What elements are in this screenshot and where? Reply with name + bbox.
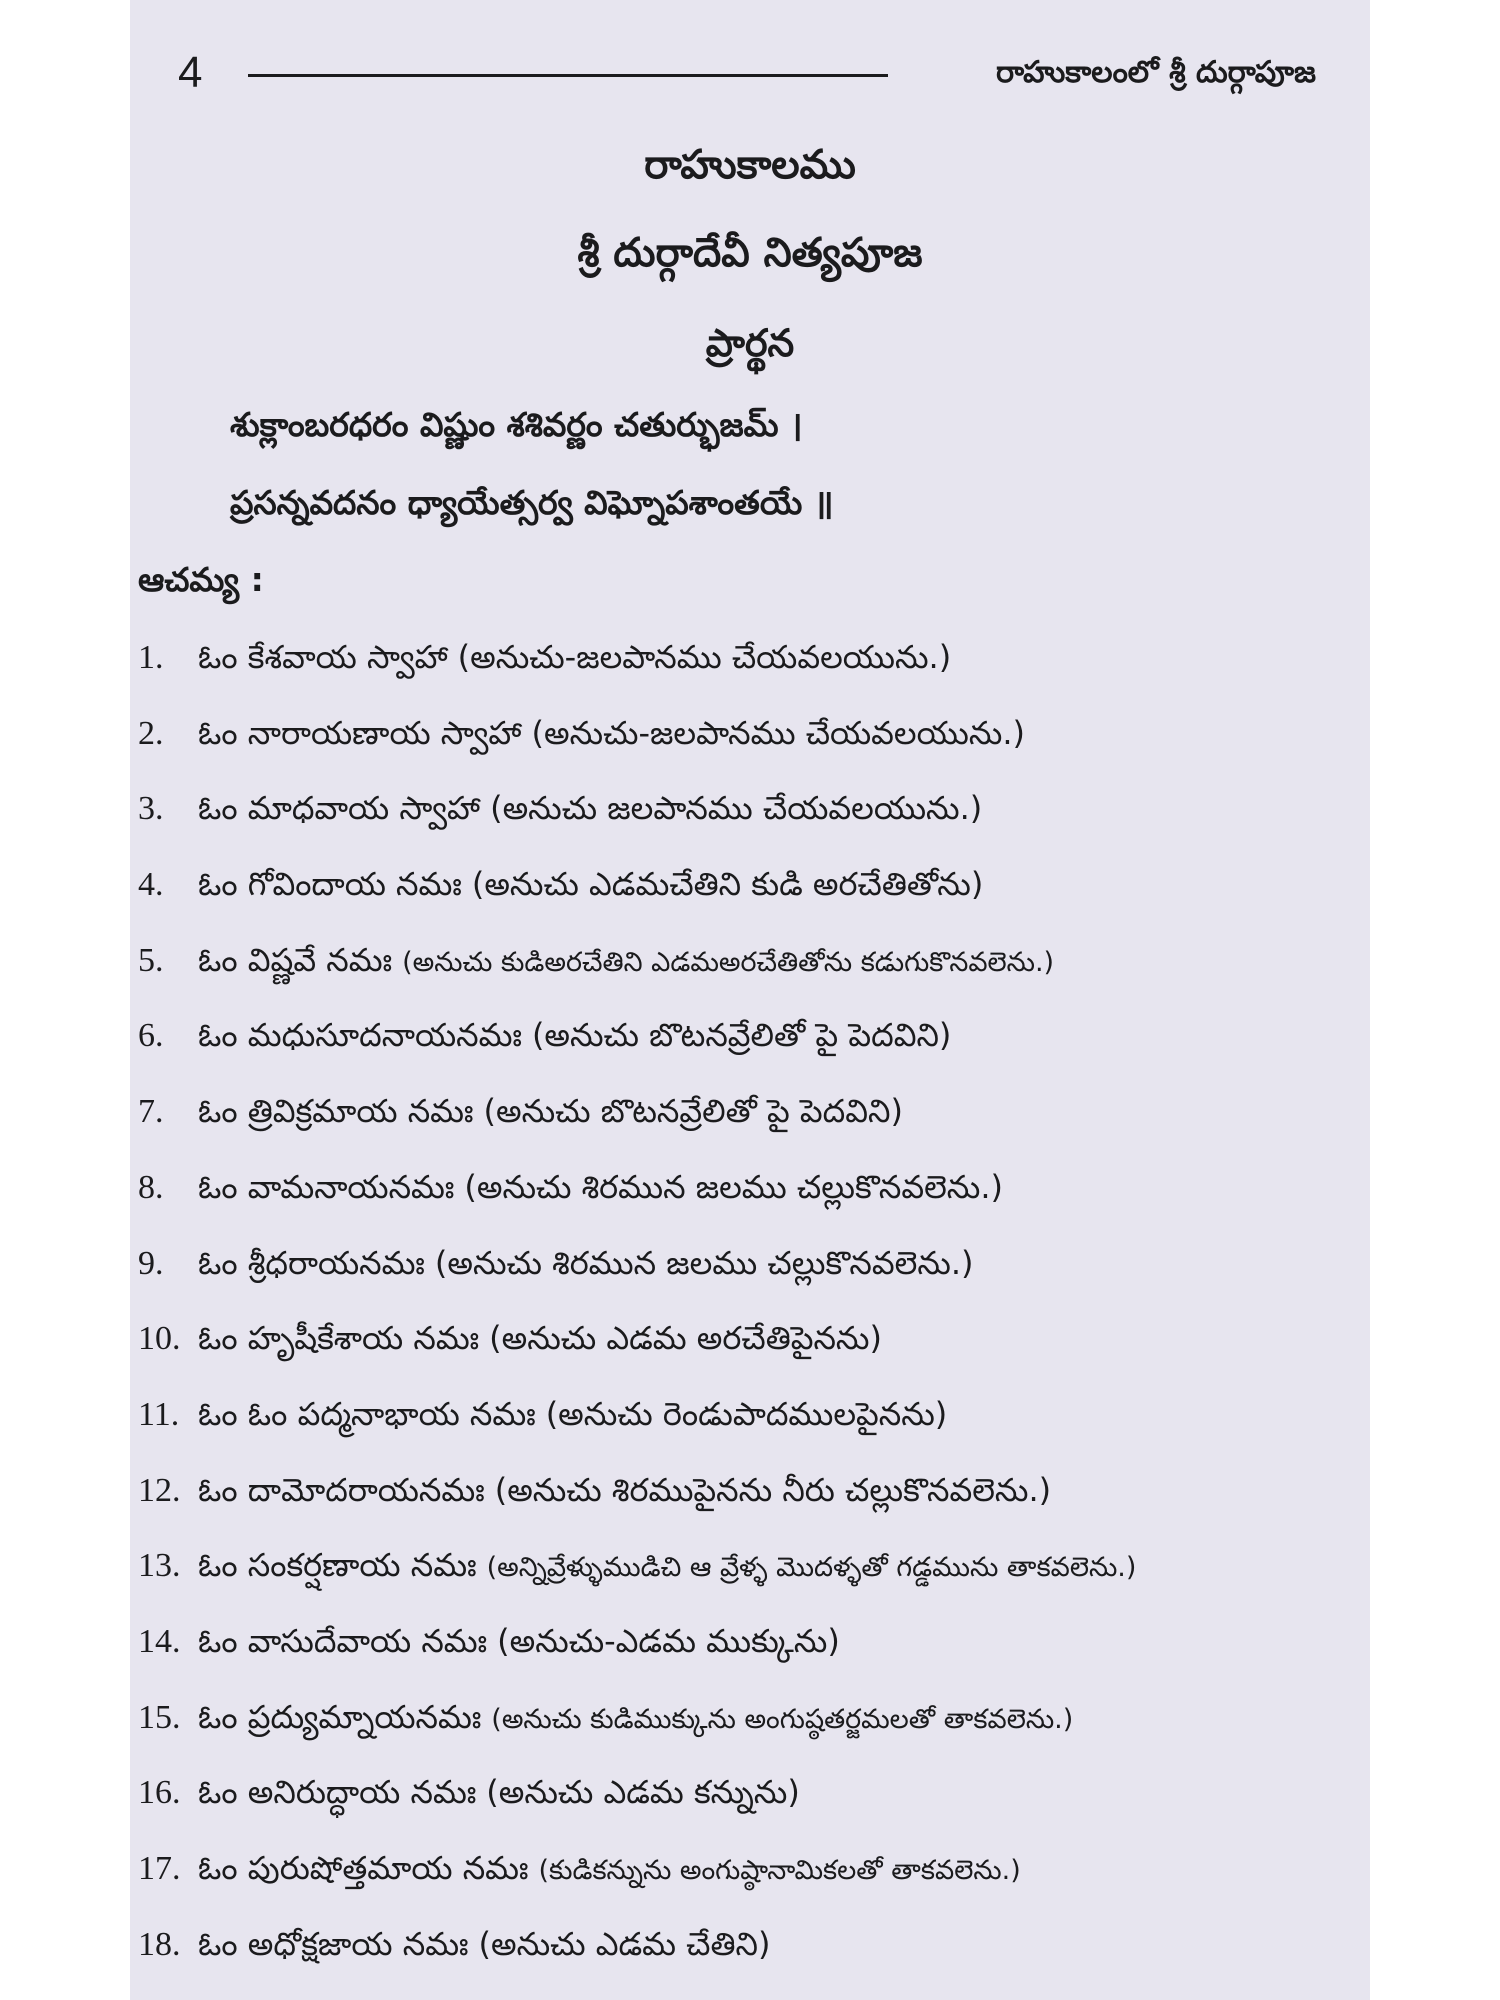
achamya-label: ఆచమ్య : [138,560,264,599]
item-mantra: ఓం మధుసూదనాయనమః [198,1016,522,1055]
page-title: రాహుకాలము [644,142,856,188]
achamya-list [138,620,1363,1982]
list-item [138,1604,1363,1680]
item-note: (అన్నివ్రేళ్ళుముడిచి ఆ వ్రేళ్ళ మొదళ్ళతో గడ్డమును తాకవలెను.) [486,1552,1137,1584]
item-mantra: ఓం మాధవాయ స్వాహా [198,789,481,828]
item-note: (అనుచు రెండుపాదములపైనను) [545,1394,948,1433]
list-item [138,1074,1363,1150]
list-item [138,1831,1363,1907]
list-item [138,771,1363,847]
item-mantra: ఓం ప్రద్యుమ్నాయనమః [198,1697,482,1736]
item-mantra: ఓం హృషీకేశాయ నమః [198,1319,480,1358]
item-note: (అనుచు-ఎడమ ముక్కును) [497,1621,840,1660]
item-mantra: ఓం నారాయణాయ స్వాహా [198,713,522,752]
item-mantra: ఓం పురుషోత్తమాయ నమః [198,1849,529,1887]
item-mantra: ఓం దామోదరాయనమః [198,1470,485,1509]
item-note: (అనుచు ఎడమ చేతిని) [478,1924,771,1963]
list-item [138,1680,1363,1756]
item-number: 14. [138,1622,181,1660]
list-item [138,620,1363,696]
item-mantra: ఓం ఓం పద్మనాభాయ నమః [198,1394,536,1433]
item-number: 8. [138,1168,164,1206]
item-mantra: ఓం వామనాయనమః [198,1167,455,1206]
item-mantra: ఓం సంకర్షణాయ నమః [198,1546,477,1585]
list-item [138,998,1363,1074]
item-note: (అనుచు కుడిముక్కును అంగుష్ఠతర్జమలతో తాకవలెను.) [491,1703,1074,1735]
item-note: (అనుచు శిరమున జలము చల్లుకొనవలెను.) [434,1243,974,1282]
item-note: (కుడికన్నును అంగుష్ఠానామికలతో తాకవలెను.) [538,1855,1021,1886]
list-item [138,1755,1363,1831]
list-item [138,1528,1363,1604]
item-note: (అనుచు జలపానము చేయవలయును.) [490,789,983,828]
header-rule [248,74,888,77]
item-number: 16. [138,1774,181,1812]
item-number: 13. [138,1547,181,1585]
item-note: (అనుచు-జలపానము చేయవలయును.) [457,638,952,676]
book-page [130,0,1370,2000]
page-subtitle: శ్రీ దుర్గాదేవీ నిత్యపూజ [577,230,923,276]
list-item [138,1301,1363,1377]
list-item [138,1226,1363,1302]
running-title: రాహుకాలంలో శ్రీ దుర్గాపూజ [996,55,1316,90]
item-note: (అనుచు బొటనవ్రేలితో పై పెదవిని) [483,1092,903,1131]
item-mantra: ఓం వాసుదేవాయ నమః [198,1621,488,1660]
item-number: 11. [138,1395,180,1433]
page-number: 4 [178,48,203,97]
item-mantra: ఓం అనిరుద్ధాయ నమః [198,1773,477,1812]
list-item [138,1453,1363,1529]
item-mantra: ఓం శ్రీధరాయనమః [198,1243,425,1282]
item-mantra: ఓం అధోక్షజాయ నమః [198,1924,469,1963]
item-note: (అనుచు ఎడమచేతిని కుడి అరచేతితోను) [471,865,984,904]
list-item [138,847,1363,923]
item-number: 12. [138,1471,181,1509]
list-item [138,1907,1363,1983]
list-item [138,1377,1363,1453]
item-number: 5. [138,941,164,979]
item-number: 3. [138,790,164,828]
item-mantra: ఓం కేశవాయ స్వాహా [198,638,448,676]
list-item [138,696,1363,772]
prayer-verse-line-1: శుక్లాంబరధరం విష్ణుం శశివర్ణం చతుర్భుజమ్ । [230,405,803,444]
item-note: (అనుచు ఎడమ కన్నును) [486,1773,800,1812]
item-note: (అనుచు ఎడమ అరచేతిపైనను) [489,1319,882,1358]
item-number: 18. [138,1925,181,1963]
item-number: 7. [138,1093,164,1131]
item-note: (అనుచు-జలపానము చేయవలయును.) [531,713,1026,752]
item-note: (అనుచు శిరముపైనను నీరు చల్లుకొనవలెను.) [494,1470,1052,1509]
section-heading: ప్రార్థన [705,321,795,365]
prayer-verse-line-2: ప్రసన్నవదనం ధ్యాయేత్సర్వ విఘ్నోపశాంతయే ॥ [230,483,834,522]
list-item [138,1150,1363,1226]
item-number: 4. [138,866,164,904]
list-item [138,923,1363,999]
item-note: (అనుచు కుడిఅరచేతిని ఎడమఅరచేతితోను కడుగుకొనవలెను.) [402,946,1055,978]
item-number: 1. [138,639,164,676]
item-mantra: ఓం విష్ణవే నమః [198,940,393,979]
item-number: 15. [138,1698,181,1736]
item-number: 17. [138,1850,181,1887]
item-number: 9. [138,1244,164,1282]
item-number: 2. [138,714,164,752]
page-header [178,38,1328,108]
item-mantra: ఓం త్రివిక్రమాయ నమః [198,1092,474,1131]
item-note: (అనుచు శిరమున జలము చల్లుకొనవలెను.) [464,1167,1003,1206]
item-number: 6. [138,1017,164,1055]
item-number: 10. [138,1320,181,1358]
item-mantra: ఓం గోవిందాయ నమః [198,865,462,904]
item-note: (అనుచు బొటనవ్రేలితో పై పెదవిని) [531,1016,952,1055]
